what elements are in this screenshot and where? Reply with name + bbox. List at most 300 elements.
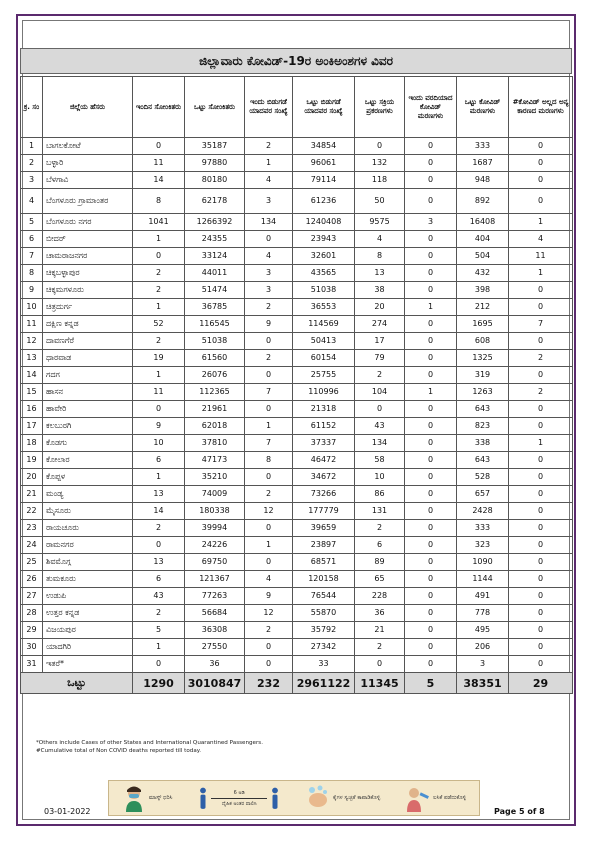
table-cell: 47173 bbox=[185, 452, 245, 469]
table-cell: 0 bbox=[405, 248, 457, 265]
district-name-cell: ವಿಜಯಪುರ bbox=[43, 622, 133, 639]
distance-value: 6 ಅಡಿ bbox=[233, 789, 245, 796]
total-row bbox=[21, 673, 573, 694]
table-cell: 0 bbox=[509, 299, 573, 316]
table-cell: 823 bbox=[457, 418, 509, 435]
table-cell: 26 bbox=[21, 571, 43, 588]
report-date: 03-01-2022 bbox=[44, 807, 91, 816]
table-cell: 31 bbox=[21, 656, 43, 673]
table-cell: 212 bbox=[457, 299, 509, 316]
table-cell: 104 bbox=[355, 384, 405, 401]
table-row bbox=[21, 333, 573, 350]
table-cell: 61236 bbox=[293, 189, 355, 214]
table-row bbox=[21, 571, 573, 588]
table-cell: 11 bbox=[21, 316, 43, 333]
table-cell: 1695 bbox=[457, 316, 509, 333]
table-cell: 1 bbox=[133, 639, 185, 656]
district-name-cell: ಬೆಳಗಾವಿ bbox=[43, 172, 133, 189]
handwash-message bbox=[306, 784, 380, 812]
table-cell: 74009 bbox=[185, 486, 245, 503]
table-cell: 1 bbox=[405, 299, 457, 316]
table-cell: 21 bbox=[21, 486, 43, 503]
table-cell: 0 bbox=[405, 189, 457, 214]
table-cell: 86 bbox=[355, 486, 405, 503]
table-cell: 20 bbox=[355, 299, 405, 316]
district-name-cell: ಬಳ್ಳಾರಿ bbox=[43, 155, 133, 172]
table-cell: 62018 bbox=[185, 418, 245, 435]
table-cell: 0 bbox=[245, 639, 293, 656]
table-cell: 1 bbox=[133, 299, 185, 316]
table-cell: 21961 bbox=[185, 401, 245, 418]
table-cell: 10 bbox=[133, 435, 185, 452]
table-row bbox=[21, 248, 573, 265]
table-row bbox=[21, 282, 573, 299]
table-cell: 14 bbox=[133, 172, 185, 189]
table-cell: 608 bbox=[457, 333, 509, 350]
report-title: ಜಿಲ್ಲಾವಾರು ಕೋವಿಡ್-19ರ ಅಂಕಿಅಂಶಗಳ ವಿವರ bbox=[20, 48, 572, 74]
table-cell: 19 bbox=[133, 350, 185, 367]
table-cell: 22 bbox=[21, 503, 43, 520]
table-cell: 528 bbox=[457, 469, 509, 486]
district-name-cell: ಹಾಸನ bbox=[43, 384, 133, 401]
table-cell: 8 bbox=[245, 452, 293, 469]
person-icon bbox=[198, 784, 208, 812]
table-cell: 1 bbox=[133, 367, 185, 384]
table-cell: 0 bbox=[355, 401, 405, 418]
table-row bbox=[21, 418, 573, 435]
table-cell: 0 bbox=[405, 367, 457, 384]
district-name-cell: ಮಂಡ್ಯ bbox=[43, 486, 133, 503]
table-cell: 24 bbox=[21, 537, 43, 554]
table-cell: 0 bbox=[133, 138, 185, 155]
table-cell: 0 bbox=[405, 282, 457, 299]
table-cell: 12 bbox=[245, 503, 293, 520]
table-row bbox=[21, 231, 573, 248]
column-header: ಇಂದು ವರದಿಯಾದ ಕೋವಿಡ್ ಮರಣಗಳು bbox=[405, 77, 457, 138]
table-cell: 10 bbox=[355, 469, 405, 486]
table-cell: 6 bbox=[21, 231, 43, 248]
table-cell: 3 bbox=[457, 656, 509, 673]
table-row bbox=[21, 622, 573, 639]
table-cell: 13 bbox=[133, 486, 185, 503]
district-name-cell: ಚಿಕ್ಕಮಗಳೂರು bbox=[43, 282, 133, 299]
total-label: ಒಟ್ಟು bbox=[21, 673, 133, 694]
handwash-icon bbox=[306, 784, 330, 812]
table-cell: 3 bbox=[245, 265, 293, 282]
table-cell: 2 bbox=[133, 265, 185, 282]
table-row bbox=[21, 172, 573, 189]
column-header: ಒಟ್ಟು ಬಿಡುಗಡೆ ಯಾದವರ ಸಂಖ್ಯೆ bbox=[293, 77, 355, 138]
table-row bbox=[21, 384, 573, 401]
table-cell: 0 bbox=[405, 401, 457, 418]
table-cell: 0 bbox=[405, 588, 457, 605]
table-cell: 177779 bbox=[293, 503, 355, 520]
table-cell: 4 bbox=[245, 172, 293, 189]
table-cell: 29 bbox=[21, 622, 43, 639]
table-cell: 26076 bbox=[185, 367, 245, 384]
table-cell: 0 bbox=[509, 155, 573, 172]
table-cell: 58 bbox=[355, 452, 405, 469]
table-cell: 21318 bbox=[293, 401, 355, 418]
table-cell: 0 bbox=[405, 554, 457, 571]
table-row bbox=[21, 435, 573, 452]
table-cell: 8 bbox=[133, 189, 185, 214]
table-row bbox=[21, 554, 573, 571]
table-cell: 19 bbox=[21, 452, 43, 469]
district-name-cell: ಬಾಗಲಕೋಟೆ bbox=[43, 138, 133, 155]
district-name-cell: ಚಿತ್ರದುರ್ಗ bbox=[43, 299, 133, 316]
district-name-cell: ದಾವಣಗೆರೆ bbox=[43, 333, 133, 350]
district-name-cell: ಚಾಮರಾಜನಗರ bbox=[43, 248, 133, 265]
awareness-banner bbox=[108, 780, 480, 816]
table-cell: 0 bbox=[405, 622, 457, 639]
table-cell: 0 bbox=[509, 452, 573, 469]
column-header: ಇಂದು ಬಿಡುಗಡೆ ಯಾದವರ ಸಂಖ್ಯೆ bbox=[245, 77, 293, 138]
table-cell: 0 bbox=[509, 189, 573, 214]
district-name-cell: ಶಿವಮೊಗ್ಗ bbox=[43, 554, 133, 571]
table-cell: 4 bbox=[21, 189, 43, 214]
table-cell: 228 bbox=[355, 588, 405, 605]
table-cell: 25755 bbox=[293, 367, 355, 384]
table-row bbox=[21, 639, 573, 656]
table-cell: 43565 bbox=[293, 265, 355, 282]
table-cell: 0 bbox=[133, 656, 185, 673]
mask-message bbox=[122, 784, 173, 812]
table-cell: 1266392 bbox=[185, 214, 245, 231]
table-row bbox=[21, 138, 573, 155]
table-cell: 398 bbox=[457, 282, 509, 299]
table-cell: 35792 bbox=[293, 622, 355, 639]
table-row bbox=[21, 214, 573, 231]
table-cell: 12 bbox=[245, 605, 293, 622]
table-cell: 60154 bbox=[293, 350, 355, 367]
table-row bbox=[21, 189, 573, 214]
table-cell: 778 bbox=[457, 605, 509, 622]
table-cell: 34672 bbox=[293, 469, 355, 486]
column-header: ಜಿಲ್ಲೆಯ ಹೆಸರು bbox=[43, 77, 133, 138]
table-cell: 1 bbox=[245, 418, 293, 435]
table-cell: 12 bbox=[21, 333, 43, 350]
table-cell: 0 bbox=[405, 172, 457, 189]
table-cell: 33 bbox=[293, 656, 355, 673]
table-cell: 1 bbox=[21, 138, 43, 155]
column-header: #ಕೋವಿಡ್ ಅಲ್ಲದ ಅನ್ಯ ಕಾರಣದ ಮರಣಗಳು bbox=[509, 77, 573, 138]
table-cell: 36 bbox=[185, 656, 245, 673]
table-cell: 432 bbox=[457, 265, 509, 282]
table-cell: 131 bbox=[355, 503, 405, 520]
table-cell: 404 bbox=[457, 231, 509, 248]
table-cell: 36308 bbox=[185, 622, 245, 639]
table-cell: 4 bbox=[245, 248, 293, 265]
vaccine-text: ಲಸಿಕೆ ಪಡೆದುಕೊಳ್ಳಿ bbox=[433, 794, 467, 801]
table-cell: 0 bbox=[509, 333, 573, 350]
total-cell: 11345 bbox=[355, 673, 405, 694]
district-name-cell: ಗದಗ bbox=[43, 367, 133, 384]
table-cell: 2 bbox=[245, 350, 293, 367]
table-cell: 14 bbox=[21, 367, 43, 384]
table-cell: 11 bbox=[509, 248, 573, 265]
table-cell: 9 bbox=[21, 282, 43, 299]
table-cell: 0 bbox=[405, 452, 457, 469]
table-cell: 0 bbox=[509, 588, 573, 605]
table-cell: 44011 bbox=[185, 265, 245, 282]
table-cell: 0 bbox=[245, 367, 293, 384]
table-cell: 1 bbox=[245, 155, 293, 172]
table-row bbox=[21, 588, 573, 605]
table-row bbox=[21, 656, 573, 673]
table-cell: 2 bbox=[133, 605, 185, 622]
district-name-cell: ಕೋಲಾರ bbox=[43, 452, 133, 469]
table-cell: 0 bbox=[405, 316, 457, 333]
district-name-cell: ಮೈಸೂರು bbox=[43, 503, 133, 520]
table-cell: 23 bbox=[21, 520, 43, 537]
table-cell: 14 bbox=[133, 503, 185, 520]
table-cell: 0 bbox=[405, 537, 457, 554]
table-cell: 11 bbox=[133, 155, 185, 172]
table-cell: 1 bbox=[245, 537, 293, 554]
table-cell: 27342 bbox=[293, 639, 355, 656]
table-cell: 37810 bbox=[185, 435, 245, 452]
table-row bbox=[21, 350, 573, 367]
table-cell: 0 bbox=[245, 401, 293, 418]
table-row bbox=[21, 520, 573, 537]
table-row bbox=[21, 401, 573, 418]
district-name-cell: ಕಲಬುರಗಿ bbox=[43, 418, 133, 435]
district-name-cell: ಉಡುಪಿ bbox=[43, 588, 133, 605]
table-cell: 504 bbox=[457, 248, 509, 265]
table-cell: 0 bbox=[355, 656, 405, 673]
table-cell: 43 bbox=[133, 588, 185, 605]
table-cell: 7 bbox=[21, 248, 43, 265]
district-name-cell: ಉತ್ತರ ಕನ್ನಡ bbox=[43, 605, 133, 622]
table-cell: 0 bbox=[245, 333, 293, 350]
table-cell: 23897 bbox=[293, 537, 355, 554]
table-cell: 0 bbox=[509, 554, 573, 571]
table-cell: 2 bbox=[133, 282, 185, 299]
district-name-cell: ಬೆಂಗಳೂರು ಗ್ರಾಮಾಂತರ bbox=[43, 189, 133, 214]
table-row bbox=[21, 316, 573, 333]
table-cell: 2 bbox=[355, 520, 405, 537]
table-row bbox=[21, 265, 573, 282]
table-cell: 0 bbox=[509, 605, 573, 622]
column-header: ಕ್ರ. ಸಂ bbox=[21, 77, 43, 138]
district-name-cell: ರಾಯಚೂರು bbox=[43, 520, 133, 537]
table-cell: 51038 bbox=[185, 333, 245, 350]
table-cell: 96061 bbox=[293, 155, 355, 172]
table-cell: 73266 bbox=[293, 486, 355, 503]
table-cell: 0 bbox=[509, 282, 573, 299]
total-cell: 5 bbox=[405, 673, 457, 694]
column-header: ಒಟ್ಟು ಸೋಂಕಿತರು bbox=[185, 77, 245, 138]
table-cell: 1325 bbox=[457, 350, 509, 367]
footnote-others: *Others include Cases of other States and International Quarantined Passengers. bbox=[36, 740, 263, 746]
table-cell: 1 bbox=[509, 265, 573, 282]
table-cell: 7 bbox=[245, 384, 293, 401]
table-cell: 0 bbox=[509, 469, 573, 486]
table-cell: 2 bbox=[21, 155, 43, 172]
table-cell: 0 bbox=[405, 435, 457, 452]
table-cell: 0 bbox=[355, 138, 405, 155]
table-cell: 0 bbox=[405, 486, 457, 503]
table-cell: 180338 bbox=[185, 503, 245, 520]
district-name-cell: ಬೀದರ್ bbox=[43, 231, 133, 248]
table-cell: 0 bbox=[405, 333, 457, 350]
table-cell: 0 bbox=[133, 248, 185, 265]
total-cell: 29 bbox=[509, 673, 573, 694]
table-cell: 38 bbox=[355, 282, 405, 299]
distance-text: ದೈಹಿಕ ಅಂತರ ಪಾಲಿಸಿ bbox=[221, 800, 257, 807]
table-cell: 39659 bbox=[293, 520, 355, 537]
table-cell: 134 bbox=[355, 435, 405, 452]
table-cell: 15 bbox=[21, 384, 43, 401]
table-cell: 0 bbox=[405, 265, 457, 282]
table-body bbox=[21, 138, 573, 673]
table-cell: 0 bbox=[509, 401, 573, 418]
table-cell: 0 bbox=[405, 571, 457, 588]
column-header: ಒಟ್ಟು ಕೋವಿಡ್ ಮರಣಗಳು bbox=[457, 77, 509, 138]
table-cell: 0 bbox=[509, 172, 573, 189]
table-cell: 69750 bbox=[185, 554, 245, 571]
table-cell: 2428 bbox=[457, 503, 509, 520]
district-name-cell: ರಾಮನಗರ bbox=[43, 537, 133, 554]
table-cell: 62178 bbox=[185, 189, 245, 214]
table-cell: 0 bbox=[509, 622, 573, 639]
district-name-cell: ಕೊಪ್ಪಳ bbox=[43, 469, 133, 486]
table-cell: 491 bbox=[457, 588, 509, 605]
table-cell: 51474 bbox=[185, 282, 245, 299]
table-cell: 0 bbox=[405, 231, 457, 248]
footnote-non-covid: #Cumulative total of Non COVID deaths reported till today. bbox=[36, 748, 202, 754]
table-cell: 1041 bbox=[133, 214, 185, 231]
table-cell: 2 bbox=[509, 350, 573, 367]
table-cell: 0 bbox=[405, 138, 457, 155]
table-cell: 13 bbox=[21, 350, 43, 367]
table-cell: 8 bbox=[355, 248, 405, 265]
table-cell: 0 bbox=[509, 503, 573, 520]
table-cell: 0 bbox=[509, 367, 573, 384]
district-name-cell: ಯಾದಗಿರಿ bbox=[43, 639, 133, 656]
table-header-row bbox=[21, 77, 573, 138]
table-cell: 0 bbox=[405, 656, 457, 673]
table-cell: 0 bbox=[133, 537, 185, 554]
district-name-cell: ಹಾವೇರಿ bbox=[43, 401, 133, 418]
table-cell: 1 bbox=[509, 214, 573, 231]
table-cell: 17 bbox=[21, 418, 43, 435]
table-cell: 65 bbox=[355, 571, 405, 588]
total-cell: 38351 bbox=[457, 673, 509, 694]
handwash-text: ಕೈಗಳ ಸ್ವಚ್ಛತೆ ಕಾಪಾಡಿಕೊಳ್ಳಿ bbox=[333, 794, 381, 801]
table-cell: 338 bbox=[457, 435, 509, 452]
table-cell: 16408 bbox=[457, 214, 509, 231]
table-row bbox=[21, 299, 573, 316]
total-cell: 2961122 bbox=[293, 673, 355, 694]
table-cell: 2 bbox=[245, 138, 293, 155]
table-cell: 112365 bbox=[185, 384, 245, 401]
table-cell: 0 bbox=[405, 418, 457, 435]
table-cell: 2 bbox=[245, 486, 293, 503]
table-cell: 68571 bbox=[293, 554, 355, 571]
table-cell: 0 bbox=[509, 520, 573, 537]
table-cell: 20 bbox=[21, 469, 43, 486]
column-header: ಒಟ್ಟು ಸಕ್ರಿಯ ಪ್ರಕರಣಗಳು bbox=[355, 77, 405, 138]
table-cell: 23943 bbox=[293, 231, 355, 248]
district-name-cell: ದಕ್ಷಿಣ ಕನ್ನಡ bbox=[43, 316, 133, 333]
table-cell: 50 bbox=[355, 189, 405, 214]
table-cell: 1 bbox=[133, 469, 185, 486]
table-cell: 34854 bbox=[293, 138, 355, 155]
column-header: ಇಂದಿನ ಸೋಂಕಿತರು bbox=[133, 77, 185, 138]
table-cell: 79 bbox=[355, 350, 405, 367]
table-cell: 1 bbox=[133, 231, 185, 248]
table-cell: 0 bbox=[133, 401, 185, 418]
table-cell: 333 bbox=[457, 520, 509, 537]
table-cell: 28 bbox=[21, 605, 43, 622]
table-cell: 2 bbox=[245, 299, 293, 316]
table-cell: 0 bbox=[245, 554, 293, 571]
table-cell: 3 bbox=[245, 189, 293, 214]
table-cell: 206 bbox=[457, 639, 509, 656]
table-cell: 9 bbox=[245, 316, 293, 333]
table-cell: 0 bbox=[405, 639, 457, 656]
total-cell: 1290 bbox=[133, 673, 185, 694]
table-cell: 13 bbox=[133, 554, 185, 571]
covid-stats-table bbox=[20, 76, 573, 694]
table-cell: 21 bbox=[355, 622, 405, 639]
vaccine-message bbox=[406, 784, 466, 812]
table-cell: 3 bbox=[21, 172, 43, 189]
table-cell: 50413 bbox=[293, 333, 355, 350]
table-row bbox=[21, 469, 573, 486]
table-cell: 134 bbox=[245, 214, 293, 231]
table-cell: 0 bbox=[405, 350, 457, 367]
table-cell: 892 bbox=[457, 189, 509, 214]
table-cell: 1687 bbox=[457, 155, 509, 172]
table-cell: 0 bbox=[509, 656, 573, 673]
table-cell: 0 bbox=[509, 537, 573, 554]
table-cell: 120158 bbox=[293, 571, 355, 588]
table-cell: 77263 bbox=[185, 588, 245, 605]
page-number: Page 5 of 8 bbox=[494, 807, 545, 816]
table-cell: 0 bbox=[245, 469, 293, 486]
table-cell: 1 bbox=[405, 384, 457, 401]
table-cell: 1144 bbox=[457, 571, 509, 588]
table-cell: 0 bbox=[405, 469, 457, 486]
table-cell: 118 bbox=[355, 172, 405, 189]
table-cell: 4 bbox=[245, 571, 293, 588]
table-cell: 25 bbox=[21, 554, 43, 571]
footnotes bbox=[36, 739, 263, 755]
table-cell: 33124 bbox=[185, 248, 245, 265]
table-cell: 2 bbox=[245, 622, 293, 639]
table-cell: 61560 bbox=[185, 350, 245, 367]
table-cell: 0 bbox=[405, 155, 457, 172]
table-cell: 3 bbox=[245, 282, 293, 299]
table-cell: 2 bbox=[355, 639, 405, 656]
person-icon bbox=[270, 784, 280, 812]
table-cell: 0 bbox=[245, 520, 293, 537]
table-cell: 46472 bbox=[293, 452, 355, 469]
table-cell: 7 bbox=[509, 316, 573, 333]
table-cell: 24226 bbox=[185, 537, 245, 554]
table-cell: 11 bbox=[133, 384, 185, 401]
table-cell: 35210 bbox=[185, 469, 245, 486]
table-cell: 18 bbox=[21, 435, 43, 452]
table-cell: 8 bbox=[21, 265, 43, 282]
table-cell: 6 bbox=[133, 452, 185, 469]
table-cell: 2 bbox=[509, 384, 573, 401]
table-cell: 79114 bbox=[293, 172, 355, 189]
distance-arrow-icon bbox=[211, 798, 267, 799]
